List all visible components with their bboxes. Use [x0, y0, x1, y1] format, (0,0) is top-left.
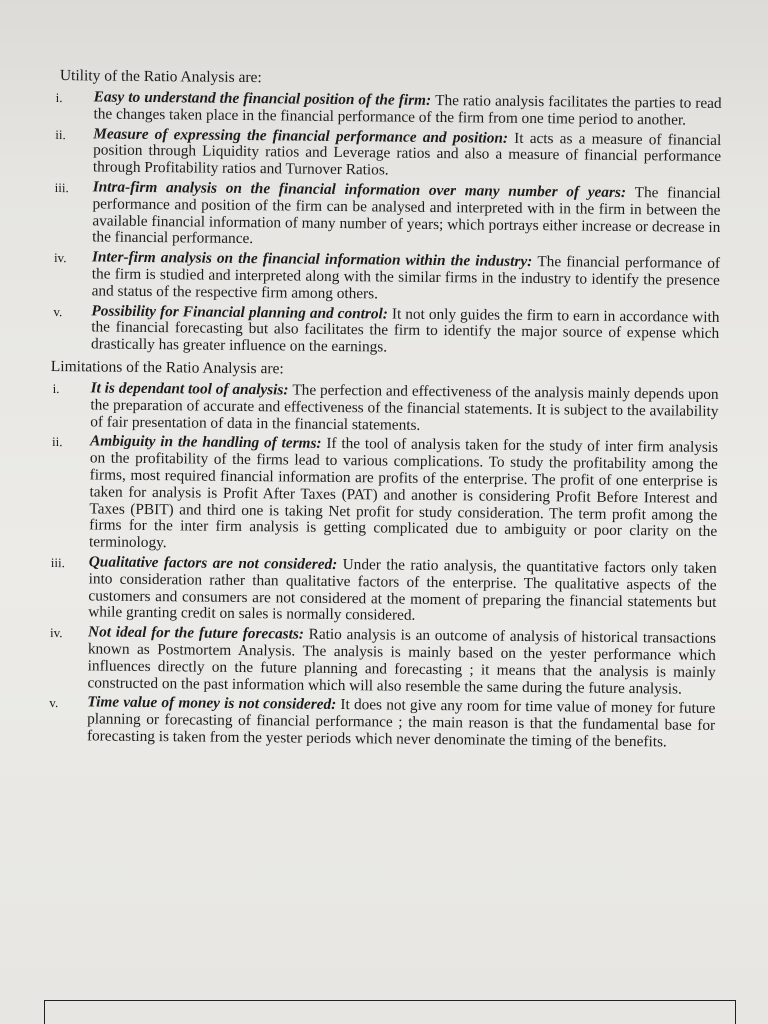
item-title: Time value of money is not considered: [87, 693, 337, 714]
utility-item [53, 89, 721, 130]
item-title: Easy to understand the financial position of the firm: [93, 88, 432, 109]
item-numeral: i. [52, 380, 60, 397]
utility-item [52, 179, 721, 253]
item-title: Measure of expressing the financial performance and position: [93, 125, 509, 147]
limitation-item [47, 694, 715, 751]
item-numeral: ii. [51, 434, 63, 450]
item-title: Ambiguity in the handling of terms: [89, 432, 322, 453]
item-text: It not only guides the firm to earn in accordance with the financial forecasting but also facilitates the firm to identify the major source of expense which drastically has greater influence on the earnings. [91, 305, 720, 356]
utility-item [51, 303, 719, 360]
utility-item [53, 126, 721, 183]
bottom-frame-box [44, 1000, 736, 1024]
item-text: If the tool of analysis taken for the study of inter firm analysis on the profitability of the firms lead to various complications. To study the profitability among the firms, most required financial information are profits of the enterprise. The profit of one enterprise is taken for analysis is Profit After Taxes (PAT) and another is considering Profit Before Interest and Taxes (PBIT) and third one is taking Net profit for study consideration. The term profit among the firms for the inter firm analysis is getting complicated due to ambiguity or poor clarity on the terminology. [88, 435, 719, 552]
limitation-item [48, 554, 717, 628]
item-title: Inter-firm analysis on the financial information within the industry: [91, 248, 533, 271]
limitation-item [49, 433, 718, 558]
item-text: The financial performance of the firm is studied and interpreted along with the similar firms in the industry to identify the presence and status of the respective firm among others. [91, 253, 721, 303]
item-numeral: v. [49, 695, 59, 711]
item-numeral: iv. [49, 625, 63, 641]
limitation-item [50, 380, 718, 437]
utility-list [51, 89, 722, 360]
item-numeral: v. [53, 303, 63, 319]
item-text: The perfection and effectiveness of the analysis mainly depends upon the preparation of accurate and effectiveness of the financial statements. It is subject to the availability of fair presentation of data in the financial statements. [90, 381, 719, 434]
utility-item [52, 249, 720, 306]
item-text: It does not give any room for time value of money for future planning or forecasting of financial performance ; the main reason is that the fundamental base for forecasting is taken from the yester periods which never denominate the timing of the benefits. [86, 696, 716, 751]
item-title: Not ideal for the future forecasts: [87, 623, 305, 643]
item-title: Qualitative factors are not considered: [88, 553, 338, 573]
limitations-list [47, 380, 719, 752]
item-text: Ratio analysis is an outcome of analysis of historical transactions known as Postmortem Analysis. The analysis is mainly based on the yester performance which influences directly on the future planning and forecasting ; it means that the analysis is mainly constructed on the past information which will also resemble the same during the future analysis. [87, 625, 717, 698]
item-title: Possibility for Financial planning and control: [91, 301, 388, 323]
item-numeral: iv. [53, 250, 67, 266]
item-text: The financial performance and position of the firm can be analysed and interpreted with in the firm in between the available financial information of many number of years; which portrays either increase or decrease in the financial performance. [92, 184, 721, 248]
item-numeral: iii. [50, 554, 65, 571]
limitations-heading: Limitations of the Ratio Analysis are: [50, 357, 284, 378]
limitation-item [47, 624, 716, 698]
item-text: It acts as a measure of financial position through Liquidity ratios and Leverage ratios and also a measure of financial performance through Profitability ratios and Turnover Ratios. [92, 129, 722, 179]
item-title: Intra-firm analysis on the financial information over many number of years: [92, 178, 627, 201]
utility-heading: Utility of the Ratio Analysis are: [59, 67, 262, 87]
item-title: It is dependant tool of analysis: [90, 379, 289, 399]
item-numeral: iii. [54, 179, 69, 196]
item-text: Under the ratio analysis, the quantitative factors only taken into consideration rather than qualitative factors of the enterprise. The qualitative aspects of the customers and consumers are not considered at the moment of preparing the financial statements but while granting credit on sales is normally considered. [88, 555, 717, 625]
item-text: The ratio analysis facilitates the parties to read the changes taken place in the financial performance of the firm from one time period to another. [93, 91, 722, 129]
item-numeral: i. [55, 90, 63, 106]
item-numeral: ii. [55, 126, 66, 142]
page-content [47, 66, 722, 755]
